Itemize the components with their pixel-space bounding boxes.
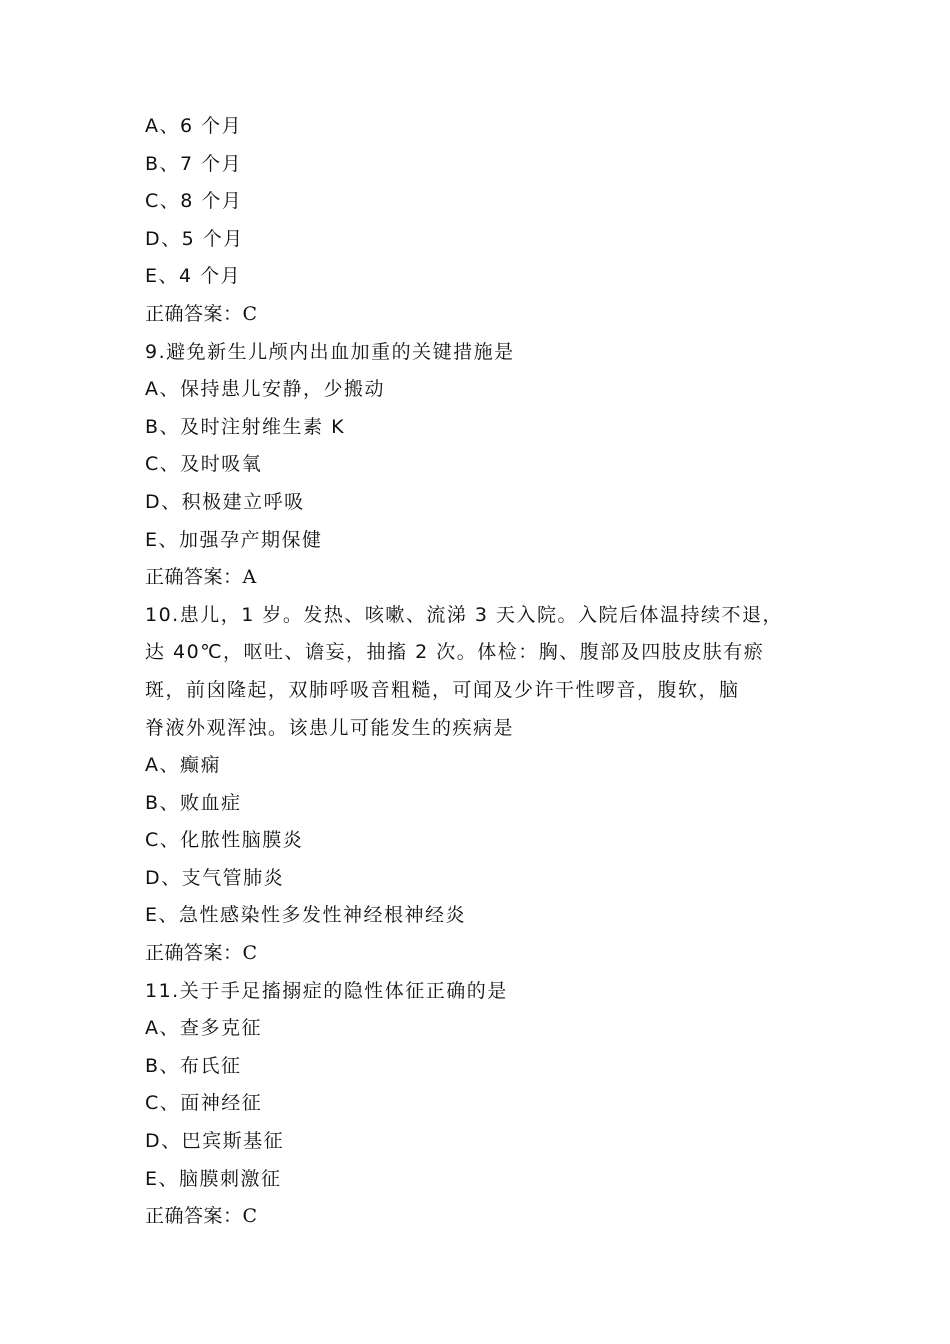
question-9 [145,334,835,597]
option-c: C、及时吸氧 [145,453,263,476]
option-e: E、加强孕产期保健 [145,528,323,551]
stem-line: 脊液外观浑浊。该患儿可能发生的疾病是 [145,716,515,739]
option-c: C、面神经征 [145,1092,263,1115]
option-b: B、败血症 [145,791,242,814]
question-11 [145,973,835,1236]
option-c: C、化脓性脑膜炎 [145,829,304,852]
correct-answer: 正确答案：C [145,1205,258,1228]
option-b: B、及时注射维生素 K [145,415,346,438]
option-a: A、保持患儿安静，少搬动 [145,378,385,401]
option-d: D、5 个月 [145,227,244,250]
option-a: A、6 个月 [145,115,243,137]
option-c: C、8 个月 [145,190,243,213]
option-d: D、积极建立呼吸 [145,490,305,513]
option-e: E、脑膜刺激征 [145,1167,282,1190]
stem-line: 达 40℃，呕吐、谵妄，抽搐 2 次。体检：胸、腹部及四肢皮肤有瘀 [145,641,765,664]
stem-line: 斑，前囟隆起，双肺呼吸音粗糙，可闻及少许干性啰音，腹软，脑 [145,678,740,701]
document-page [145,108,835,1236]
correct-answer: 正确答案：C [145,942,258,965]
question-10 [145,597,835,973]
stem-line: 10.患儿，1 岁。发热、咳嗽、流涕 3 天入院。入院后体温持续不退， [145,603,784,626]
option-d: D、巴宾斯基征 [145,1130,285,1153]
question-8 [145,108,835,334]
option-a: A、查多克征 [145,1017,262,1040]
option-b: B、7 个月 [145,152,243,175]
option-a: A、癫痫 [145,754,221,777]
question-stem: 11.关于手足搐搦症的隐性体征正确的是 [145,979,508,1002]
option-b: B、布氏征 [145,1054,242,1077]
correct-answer: 正确答案：C [145,302,258,325]
question-stem: 9.避免新生儿颅内出血加重的关键措施是 [145,340,515,363]
option-d: D、支气管肺炎 [145,866,285,889]
option-e: E、急性感染性多发性神经根神经炎 [145,904,467,927]
correct-answer: 正确答案：A [145,566,257,589]
option-e: E、4 个月 [145,265,242,288]
question-stem [145,597,835,747]
